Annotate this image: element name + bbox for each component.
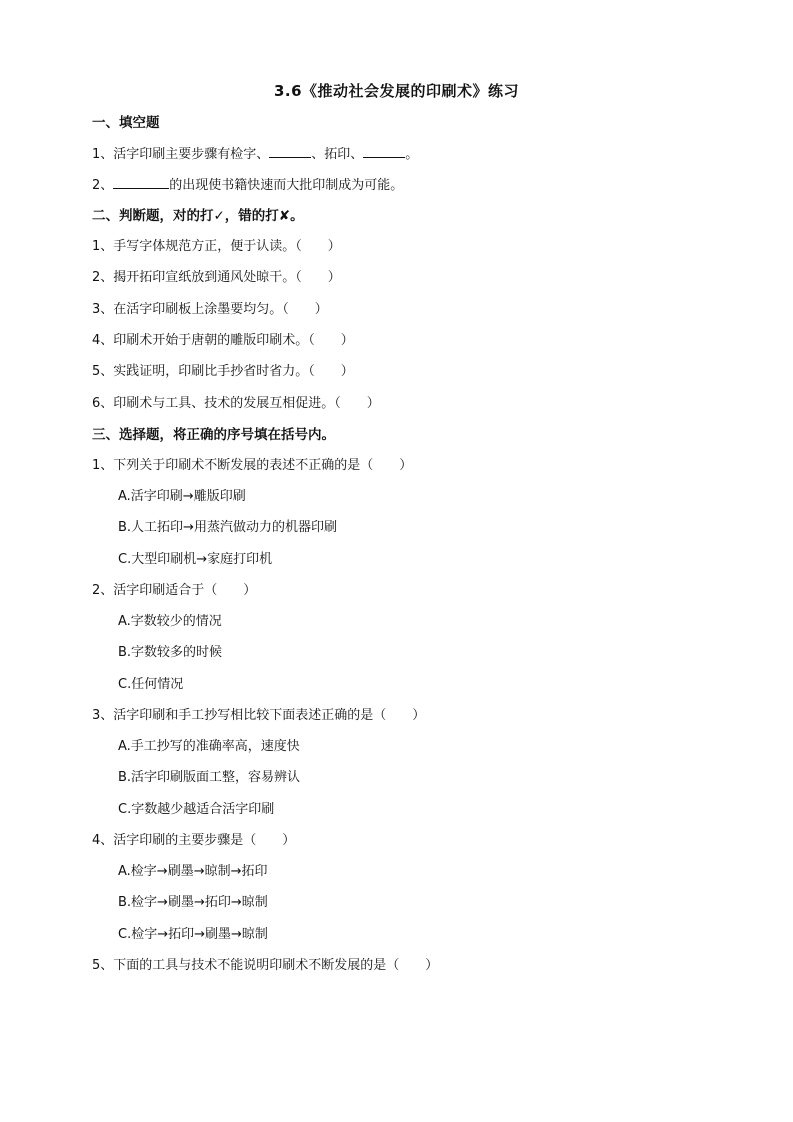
- true-false-item: 6、印刷术与工具、技术的发展互相促进。（ ）: [92, 396, 380, 411]
- choice-option: B.字数较多的时候: [118, 645, 223, 660]
- true-false-item: 2、揭开拓印宣纸放到通风处晾干。（ ）: [92, 270, 341, 285]
- choice-option: A.检字→刷墨→晾制→拓印: [118, 864, 268, 879]
- choice-option: A.活字印刷→雕版印刷: [118, 489, 246, 504]
- choice-option: B.人工拓印→用蒸汽做动力的机器印刷: [118, 520, 337, 535]
- choice-question-stem: 3、活字印刷和手工抄写相比较下面表述正确的是（ ）: [92, 708, 426, 723]
- question-text: 的出现使书籍快速而大批印制成为可能。: [169, 178, 404, 193]
- true-false-item: 4、印刷术开始于唐朝的雕版印刷术。（ ）: [92, 333, 354, 348]
- choice-option: B.检字→刷墨→拓印→晾制: [118, 895, 268, 910]
- question-text: 1、活字印刷主要步骤有检字、: [92, 147, 270, 162]
- choice-question-stem: 1、下列关于印刷术不断发展的表述不正确的是（ ）: [92, 458, 413, 473]
- question-text: 2、: [92, 178, 114, 193]
- choice-question-stem: 5、下面的工具与技术不能说明印刷术不断发展的是（ ）: [92, 958, 439, 973]
- section-heading-true-false: 二、判断题，对的打✓，错的打✘。: [92, 208, 304, 224]
- answer-blank[interactable]: [269, 145, 311, 158]
- choice-question-stem: 4、活字印刷的主要步骤是（ ）: [92, 833, 296, 848]
- choice-option: C.检字→拓印→刷墨→晾制: [118, 927, 268, 942]
- true-false-item: 3、在活字印刷板上涂墨要均匀。（ ）: [92, 302, 328, 317]
- question-text: 。: [405, 147, 419, 162]
- choice-question-stem: 2、活字印刷适合于（ ）: [92, 583, 257, 598]
- answer-blank[interactable]: [113, 176, 169, 189]
- choice-option: C.大型印刷机→家庭打印机: [118, 552, 273, 567]
- true-false-item: 1、手写字体规范方正，便于认读。（ ）: [92, 239, 341, 254]
- section-heading-multiple-choice: 三、选择题，将正确的序号填在括号内。: [92, 427, 335, 443]
- choice-option: A.字数较少的情况: [118, 614, 222, 629]
- choice-option: B.活字印刷版面工整，容易辨认: [118, 770, 301, 785]
- choice-option: A.手工抄写的准确率高，速度快: [118, 739, 300, 754]
- choice-option: C.字数越少越适合活字印刷: [118, 802, 275, 817]
- choice-option: C.任何情况: [118, 677, 184, 692]
- true-false-item: 5、实践证明，印刷比手抄省时省力。（ ）: [92, 364, 354, 379]
- page-title: 3.6《推动社会发展的印刷术》练习: [273, 82, 520, 100]
- fill-blank-question-1: [92, 145, 418, 164]
- question-text: 、拓印、: [311, 147, 364, 162]
- answer-blank[interactable]: [363, 145, 405, 158]
- section-heading-fill-blank: 一、填空题: [92, 115, 160, 131]
- fill-blank-question-2: [92, 176, 403, 195]
